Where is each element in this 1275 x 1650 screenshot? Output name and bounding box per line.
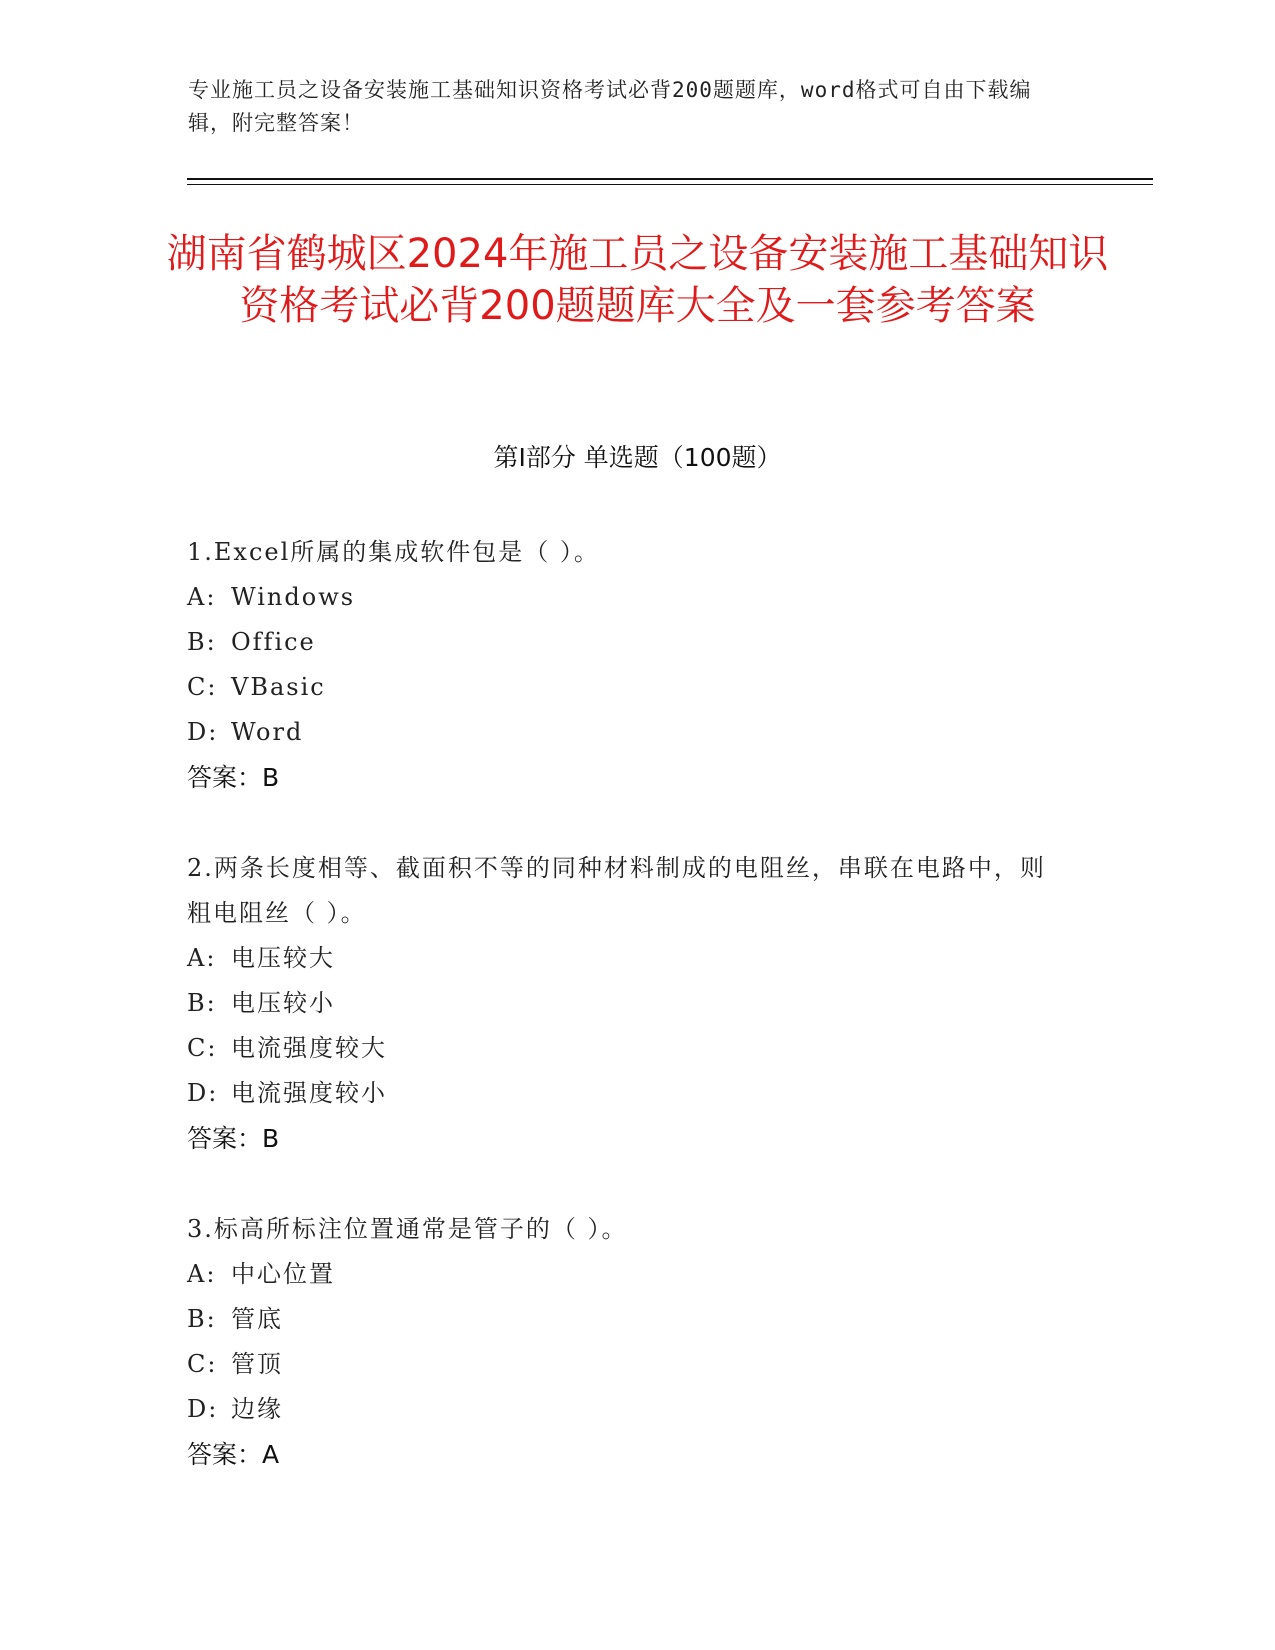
option-text: 电压较小 [231,989,335,1017]
option-text: 边缘 [231,1395,283,1423]
header-divider-thin [187,184,1153,185]
option-letter: C: [187,673,218,701]
option-letter: A: [187,944,217,972]
option-a [187,1252,1067,1297]
option-a [187,936,1067,981]
option-c [187,665,1067,710]
option-d [187,1071,1067,1116]
question-2 [187,846,1067,1161]
option-a [187,575,1067,620]
option-b [187,1297,1067,1342]
option-letter: B: [187,628,217,656]
option-text: 中心位置 [231,1260,335,1288]
answer-line: 答案：B [187,1124,280,1153]
option-text: Windows [231,583,356,611]
header-divider-thick [187,178,1153,180]
option-letter: A: [187,583,217,611]
question-1 [187,530,1067,800]
option-d [187,1387,1067,1432]
question-list [187,530,1067,1523]
option-text: VBasic [231,673,326,701]
question-3 [187,1207,1067,1477]
option-text: 电流强度较大 [231,1034,387,1062]
option-letter: D: [187,718,219,746]
answer-line: 答案：A [187,1440,280,1469]
option-letter: B: [187,989,217,1017]
section-heading: 第Ⅰ部分 单选题（100题） [493,443,782,472]
option-d [187,710,1067,755]
option-b [187,620,1067,665]
option-letter: B: [187,1305,217,1333]
question-stem: 1.Excel所属的集成软件包是（ ）。 [187,538,600,566]
document-title: 湖南省鹤城区2024年施工员之设备安装施工基础知识资格考试必背200题题库大全及一套参考答案 [166,231,1109,329]
option-text: Office [231,628,316,656]
option-letter: D: [187,1079,219,1107]
answer-line: 答案：B [187,763,280,792]
question-stem: 2.两条长度相等、截面积不等的同种材料制成的电阻丝，串联在电路中，则粗电阻丝（ ）。 [187,854,1046,927]
option-text: Word [231,718,304,746]
option-c [187,1342,1067,1387]
option-text: 电压较大 [231,944,335,972]
option-text: 管顶 [231,1350,283,1378]
option-c [187,1026,1067,1071]
option-letter: C: [187,1034,218,1062]
question-stem: 3.标高所标注位置通常是管子的（ ）。 [187,1215,628,1243]
option-text: 管底 [231,1305,283,1333]
option-text: 电流强度较小 [231,1079,387,1107]
option-letter: D: [187,1395,219,1423]
option-letter: A: [187,1260,217,1288]
option-b [187,981,1067,1026]
header-note: 专业施工员之设备安装施工基础知识资格考试必背200题题库，word格式可自由下载编辑，附完整答案！ [188,78,1032,135]
option-letter: C: [187,1350,218,1378]
